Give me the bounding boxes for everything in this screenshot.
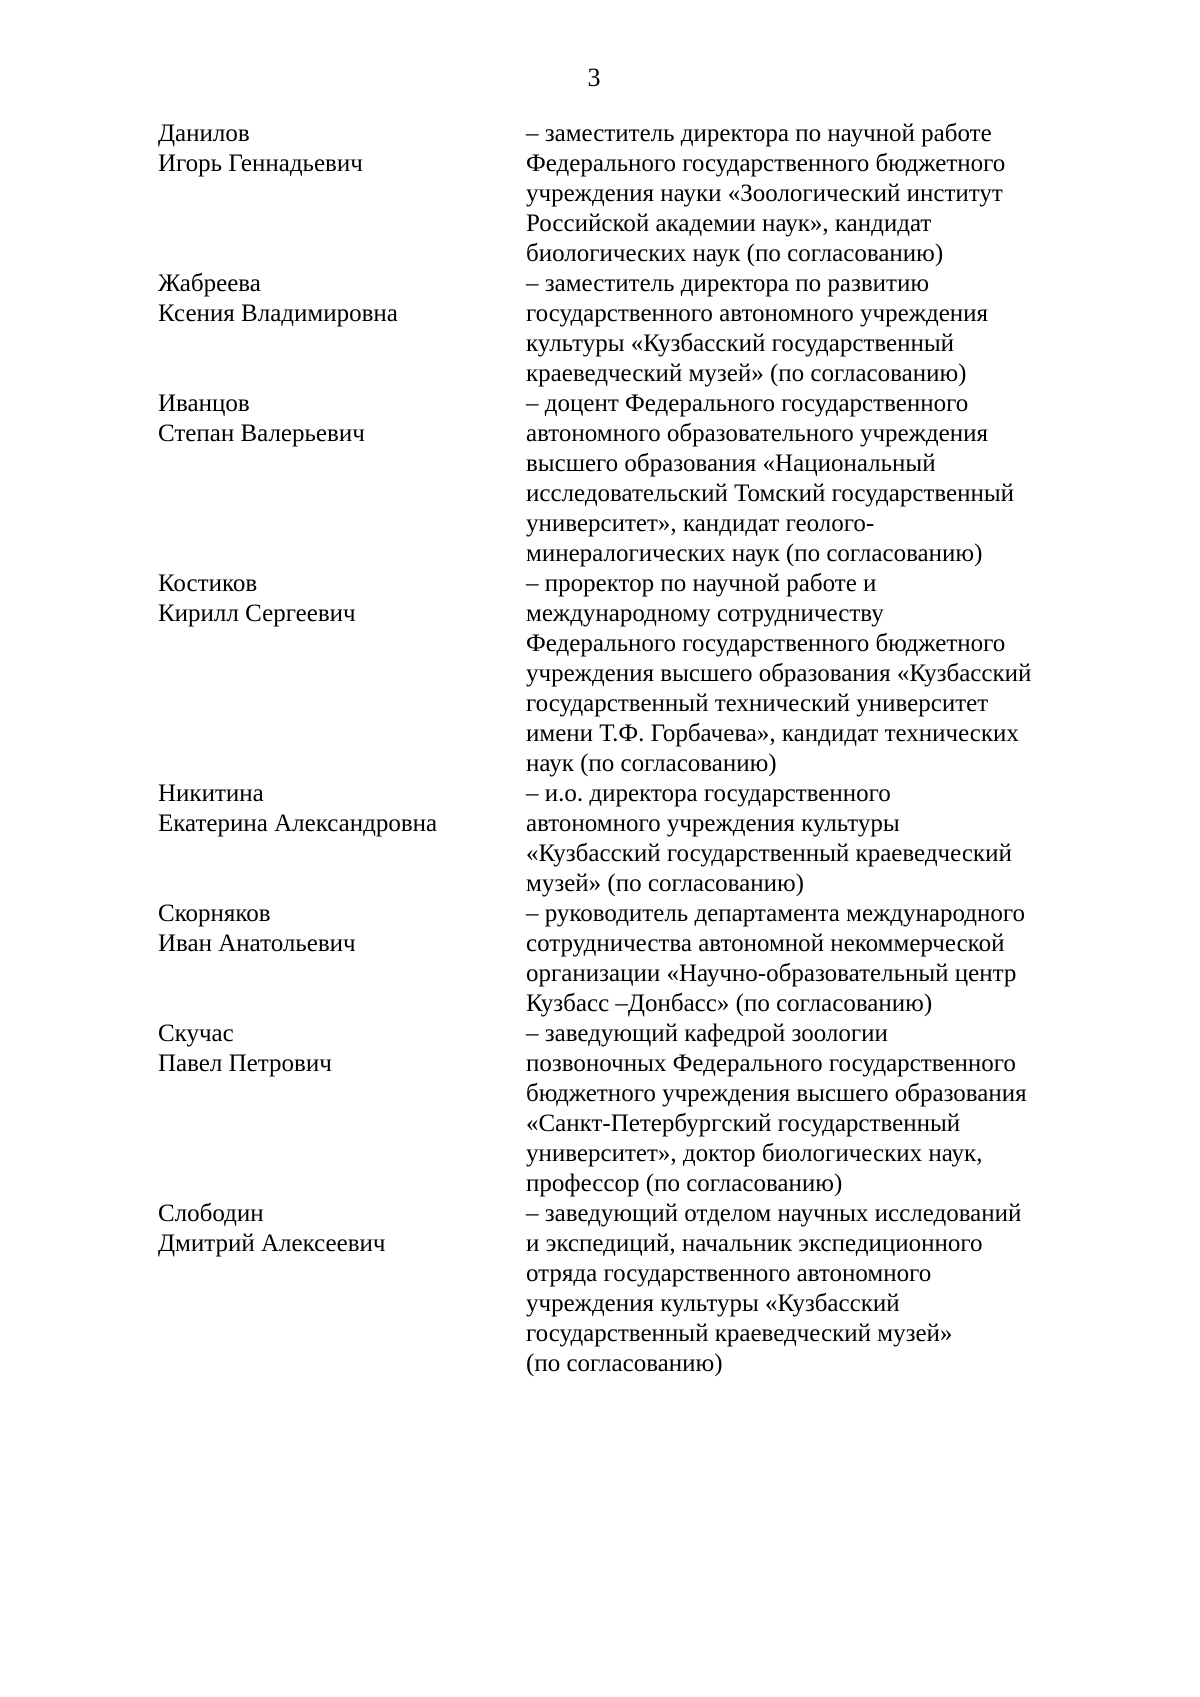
member-position-line: бюджетного учреждения высшего образования (526, 1080, 1027, 1107)
member-given-name: Иван Анатольевич (158, 930, 356, 957)
member-entry (0, 569, 1200, 779)
member-surname: Скучас (158, 1020, 234, 1047)
member-entry (0, 389, 1200, 569)
member-position-line: Федерального государственного бюджетного (526, 150, 1006, 177)
member-position-line: автономного учреждения культуры (526, 810, 900, 837)
member-position-line: – заместитель директора по научной работе (526, 120, 992, 147)
member-entry (0, 899, 1200, 1019)
page-number: 3 (587, 63, 601, 92)
member-position-line: и экспедиций, начальник экспедиционного (526, 1230, 983, 1257)
member-position (526, 269, 1086, 389)
member-position-line: музей» (по согласованию) (526, 870, 804, 897)
member-position-line: профессор (по согласованию) (526, 1170, 843, 1197)
member-position-line: – и.о. директора государственного (526, 780, 891, 807)
member-position-line: – заведующий кафедрой зоологии (526, 1020, 888, 1047)
member-name (0, 569, 526, 779)
member-position-line: организации «Научно-образовательный центр (526, 960, 1017, 987)
member-position (526, 779, 1086, 899)
member-position (526, 119, 1086, 269)
member-position (526, 389, 1086, 569)
member-position-line: международному сотрудничеству (526, 600, 884, 627)
member-position-line: автономного образовательного учреждения (526, 420, 988, 447)
member-surname: Слободин (158, 1200, 264, 1227)
member-name (0, 119, 526, 269)
member-position-line: минералогических наук (по согласованию) (526, 540, 983, 567)
member-surname: Жабреева (158, 270, 261, 297)
member-name (0, 389, 526, 569)
member-surname: Никитина (158, 780, 264, 807)
member-entry (0, 779, 1200, 899)
member-surname: Данилов (158, 120, 250, 147)
member-position (526, 569, 1086, 779)
member-surname: Скорняков (158, 900, 271, 927)
member-given-name: Степан Валерьевич (158, 420, 365, 447)
member-given-name: Павел Петрович (158, 1050, 332, 1077)
member-entry (0, 269, 1200, 389)
member-name (0, 269, 526, 389)
member-position-line: университет», доктор биологических наук, (526, 1140, 983, 1167)
member-given-name: Игорь Геннадьевич (158, 150, 363, 177)
member-position-line: (по согласованию) (526, 1350, 723, 1377)
member-given-name: Кирилл Сергеевич (158, 600, 356, 627)
member-position-line: учреждения культуры «Кузбасский (526, 1290, 900, 1317)
member-position-line: Федерального государственного бюджетного (526, 630, 1006, 657)
member-entry (0, 119, 1200, 269)
member-position-line: Российской академии наук», кандидат (526, 210, 932, 237)
member-surname: Костиков (158, 570, 258, 597)
member-position-line: отряда государственного автономного (526, 1260, 932, 1287)
member-position (526, 899, 1086, 1019)
member-position-line: Кузбасс –Донбасс» (по согласованию) (526, 990, 933, 1017)
member-position-line: сотрудничества автономной некоммерческой (526, 930, 1005, 957)
member-position-line: государственный технический университет (526, 690, 989, 717)
member-position (526, 1199, 1086, 1379)
member-position-line: – доцент Федерального государственного (526, 390, 969, 417)
member-position-line: государственный краеведческий музей» (526, 1320, 953, 1347)
member-position-line: наук (по согласованию) (526, 750, 777, 777)
member-position-line: биологических наук (по согласованию) (526, 240, 944, 267)
member-position-line: «Кузбасский государственный краеведческий (526, 840, 1012, 867)
member-position-line: высшего образования «Национальный (526, 450, 936, 477)
member-position-line: культуры «Кузбасский государственный (526, 330, 955, 357)
member-entry (0, 1019, 1200, 1199)
member-position-line: государственного автономного учреждения (526, 300, 989, 327)
member-position-line: учреждения науки «Зоологический институт (526, 180, 1003, 207)
member-position-line: – руководитель департамента международного (526, 900, 1026, 927)
member-name (0, 779, 526, 899)
member-entry (0, 1199, 1200, 1379)
member-given-name: Ксения Владимировна (158, 300, 398, 327)
member-position-line: – заведующий отделом научных исследований (526, 1200, 1022, 1227)
member-position-line: – проректор по научной работе и (526, 570, 877, 597)
member-position-line: университет», кандидат геолого- (526, 510, 875, 537)
member-position-line: имени Т.Ф. Горбачева», кандидат технических (526, 720, 1019, 747)
member-position-line: краеведческий музей» (по согласованию) (526, 360, 967, 387)
member-position-line: позвоночных Федерального государственного (526, 1050, 1016, 1077)
member-surname: Иванцов (158, 390, 250, 417)
member-name (0, 1019, 526, 1199)
members-list (0, 119, 1200, 1379)
member-position-line: исследовательский Томский государственный (526, 480, 1015, 507)
member-given-name: Дмитрий Алексеевич (158, 1230, 386, 1257)
member-name (0, 1199, 526, 1379)
member-position-line: – заместитель директора по развитию (526, 270, 930, 297)
member-position-line: учреждения высшего образования «Кузбасский (526, 660, 1032, 687)
member-position-line: «Санкт-Петербургский государственный (526, 1110, 961, 1137)
member-name (0, 899, 526, 1019)
member-position (526, 1019, 1086, 1199)
member-given-name: Екатерина Александровна (158, 810, 438, 837)
